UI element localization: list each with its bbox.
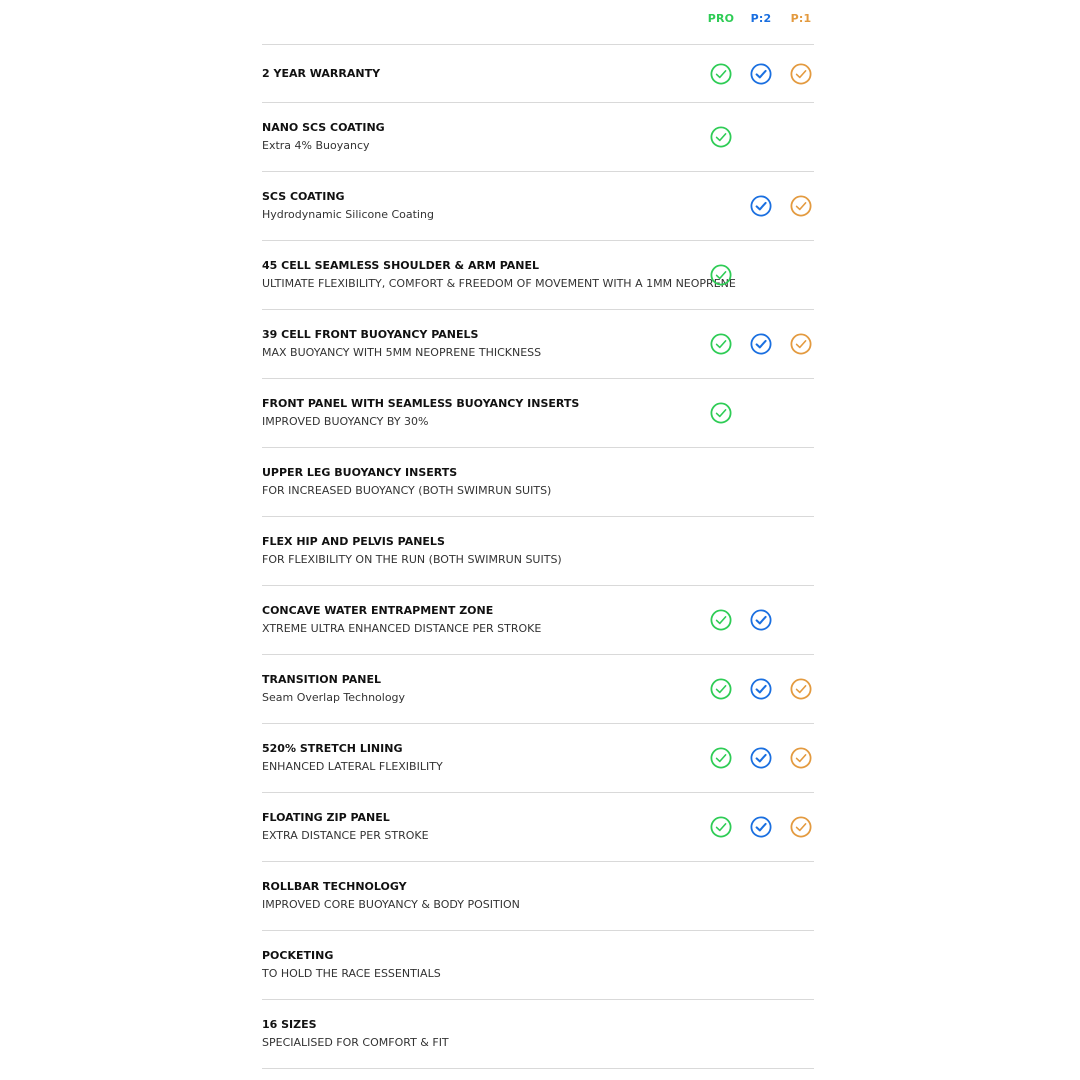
- feature-text: [262, 811, 702, 843]
- check-icon-p1: [790, 63, 812, 85]
- feature-subtitle: ULTIMATE FLEXIBILITY, COMFORT & FREEDOM OF MOVEMENT WITH A 1MM NEOPRENE: [262, 277, 736, 290]
- feature-row: [262, 241, 814, 310]
- feature-subtitle: Extra 4% Buoyancy: [262, 139, 370, 152]
- feature-rows: [262, 45, 814, 1069]
- feature-text: [262, 604, 702, 636]
- feature-row: [262, 448, 814, 517]
- column-header-p1: P:1: [790, 12, 812, 25]
- check-icon-p1: [790, 678, 812, 700]
- feature-text: [262, 1018, 702, 1050]
- check-icon-pro: [710, 609, 732, 631]
- feature-row: [262, 655, 814, 724]
- feature-row: [262, 310, 814, 379]
- feature-title: 520% STRETCH LINING: [262, 742, 403, 755]
- feature-subtitle: Seam Overlap Technology: [262, 691, 406, 704]
- check-icon-pro: [710, 126, 732, 148]
- table-header: [262, 0, 814, 45]
- feature-text: [262, 673, 702, 705]
- feature-row: [262, 103, 814, 172]
- feature-title: FLOATING ZIP PANEL: [262, 811, 390, 824]
- feature-title: 39 CELL FRONT BUOYANCY PANELS: [262, 328, 479, 341]
- feature-subtitle: IMPROVED BUOYANCY BY 30%: [262, 415, 429, 428]
- feature-subtitle: IMPROVED CORE BUOYANCY & BODY POSITION: [262, 898, 520, 911]
- feature-title: FLEX HIP AND PELVIS PANELS: [262, 535, 445, 548]
- feature-row: [262, 862, 814, 931]
- feature-text: [262, 190, 702, 222]
- check-icon-p2: [750, 678, 772, 700]
- feature-subtitle: ENHANCED LATERAL FLEXIBILITY: [262, 760, 443, 773]
- feature-subtitle: EXTRA DISTANCE PER STROKE: [262, 829, 429, 842]
- feature-text: [262, 259, 736, 291]
- feature-text: [262, 949, 702, 981]
- feature-title: FRONT PANEL WITH SEAMLESS BUOYANCY INSERTS: [262, 397, 580, 410]
- check-icon-p1: [790, 333, 812, 355]
- feature-text: [262, 466, 702, 498]
- feature-subtitle: FOR FLEXIBILITY ON THE RUN (BOTH SWIMRUN SUITS): [262, 553, 562, 566]
- feature-row: [262, 586, 814, 655]
- feature-title: POCKETING: [262, 949, 334, 962]
- feature-title: 16 SIZES: [262, 1018, 317, 1031]
- feature-row: [262, 724, 814, 793]
- feature-title: NANO SCS COATING: [262, 121, 385, 134]
- check-icon-pro: [710, 264, 732, 286]
- check-icon-pro: [710, 333, 732, 355]
- feature-row: [262, 172, 814, 241]
- feature-title: 45 CELL SEAMLESS SHOULDER & ARM PANEL: [262, 259, 540, 272]
- check-icon-pro: [710, 63, 732, 85]
- feature-row: [262, 45, 814, 103]
- comparison-table: [262, 0, 814, 1069]
- feature-title: TRANSITION PANEL: [262, 673, 381, 686]
- feature-text: [262, 328, 702, 360]
- feature-row: [262, 793, 814, 862]
- feature-text: [262, 397, 702, 429]
- check-icon-pro: [710, 747, 732, 769]
- check-icon-p2: [750, 609, 772, 631]
- column-header-p2: P:2: [750, 12, 772, 25]
- check-icon-p2: [750, 747, 772, 769]
- check-icon-p2: [750, 195, 772, 217]
- feature-subtitle: FOR INCREASED BUOYANCY (BOTH SWIMRUN SUITS): [262, 484, 552, 497]
- feature-text: [262, 880, 702, 912]
- feature-subtitle: TO HOLD THE RACE ESSENTIALS: [262, 967, 441, 980]
- feature-title: ROLLBAR TECHNOLOGY: [262, 880, 407, 893]
- feature-row: [262, 517, 814, 586]
- check-icon-p2: [750, 63, 772, 85]
- feature-title: CONCAVE WATER ENTRAPMENT ZONE: [262, 604, 494, 617]
- feature-row: [262, 1000, 814, 1069]
- feature-subtitle: XTREME ULTRA ENHANCED DISTANCE PER STROKE: [262, 622, 542, 635]
- column-header-pro: PRO: [707, 12, 735, 25]
- feature-text: [262, 535, 702, 567]
- feature-subtitle: Hydrodynamic Silicone Coating: [262, 208, 434, 221]
- check-icon-p1: [790, 195, 812, 217]
- check-icon-p1: [790, 747, 812, 769]
- feature-text: [262, 67, 702, 81]
- feature-row: [262, 379, 814, 448]
- check-icon-pro: [710, 678, 732, 700]
- feature-title: UPPER LEG BUOYANCY INSERTS: [262, 466, 458, 479]
- feature-subtitle: SPECIALISED FOR COMFORT & FIT: [262, 1036, 449, 1049]
- feature-row: [262, 931, 814, 1000]
- check-icon-pro: [710, 816, 732, 838]
- check-icon-p2: [750, 816, 772, 838]
- feature-title: 2 YEAR WARRANTY: [262, 67, 381, 80]
- feature-title: SCS COATING: [262, 190, 345, 203]
- check-icon-p1: [790, 816, 812, 838]
- feature-text: [262, 742, 702, 774]
- feature-subtitle: MAX BUOYANCY WITH 5MM NEOPRENE THICKNESS: [262, 346, 542, 359]
- check-icon-pro: [710, 402, 732, 424]
- check-icon-p2: [750, 333, 772, 355]
- feature-text: [262, 121, 702, 153]
